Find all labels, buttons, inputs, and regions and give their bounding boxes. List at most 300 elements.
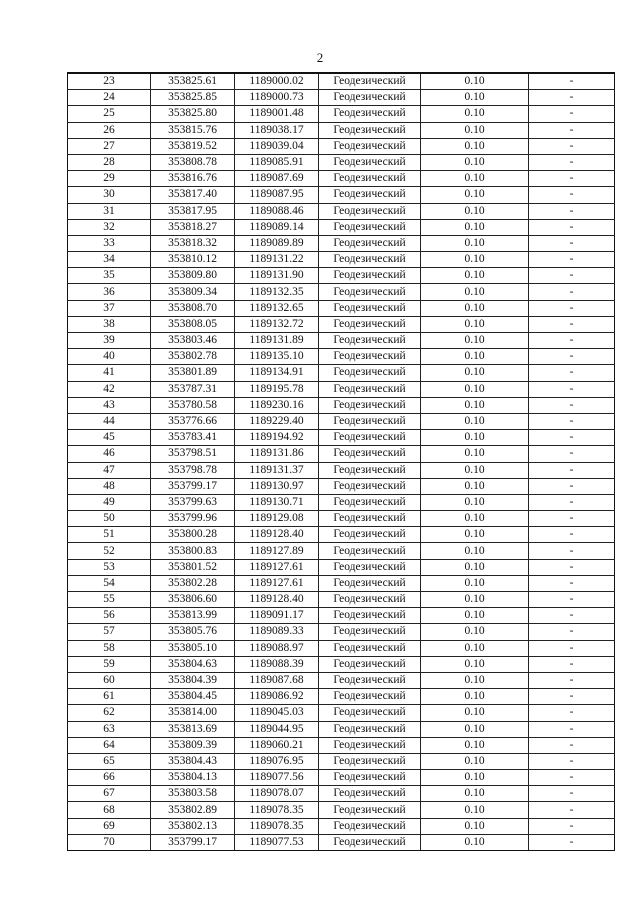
accuracy-cell: 0.10 [421, 252, 529, 268]
table-row [68, 365, 615, 381]
y-coordinate-cell: 1189038.17 [235, 122, 319, 138]
y-coordinate-cell: 1189039.04 [235, 138, 319, 154]
method-cell: Геодезический [319, 268, 421, 284]
y-coordinate-cell: 1189127.89 [235, 543, 319, 559]
table-row [68, 575, 615, 591]
x-coordinate-cell: 353825.85 [151, 90, 235, 106]
y-coordinate-cell: 1189129.08 [235, 511, 319, 527]
point-number-cell: 67 [68, 786, 151, 802]
table-row [68, 219, 615, 235]
accuracy-cell: 0.10 [421, 300, 529, 316]
method-cell: Геодезический [319, 219, 421, 235]
accuracy-cell: 0.10 [421, 284, 529, 300]
point-number-cell: 53 [68, 559, 151, 575]
description-cell: - [529, 154, 615, 170]
description-cell: - [529, 478, 615, 494]
description-cell: - [529, 672, 615, 688]
table-row [68, 252, 615, 268]
table-row [68, 381, 615, 397]
y-coordinate-cell: 1189229.40 [235, 413, 319, 429]
x-coordinate-cell: 353802.78 [151, 349, 235, 365]
description-cell: - [529, 543, 615, 559]
point-number-cell: 44 [68, 413, 151, 429]
method-cell: Геодезический [319, 90, 421, 106]
accuracy-cell: 0.10 [421, 187, 529, 203]
table-row [68, 559, 615, 575]
accuracy-cell: 0.10 [421, 268, 529, 284]
point-number-cell: 34 [68, 252, 151, 268]
x-coordinate-cell: 353808.78 [151, 154, 235, 170]
y-coordinate-cell: 1189078.35 [235, 802, 319, 818]
y-coordinate-cell: 1189001.48 [235, 106, 319, 122]
accuracy-cell: 0.10 [421, 511, 529, 527]
description-cell: - [529, 608, 615, 624]
y-coordinate-cell: 1189076.95 [235, 753, 319, 769]
x-coordinate-cell: 353819.52 [151, 138, 235, 154]
table-row [68, 187, 615, 203]
accuracy-cell: 0.10 [421, 122, 529, 138]
y-coordinate-cell: 1189077.56 [235, 770, 319, 786]
point-number-cell: 33 [68, 235, 151, 251]
y-coordinate-cell: 1189088.97 [235, 640, 319, 656]
accuracy-cell: 0.10 [421, 592, 529, 608]
point-number-cell: 66 [68, 770, 151, 786]
method-cell: Геодезический [319, 381, 421, 397]
point-number-cell: 27 [68, 138, 151, 154]
accuracy-cell: 0.10 [421, 365, 529, 381]
y-coordinate-cell: 1189087.95 [235, 187, 319, 203]
table-row [68, 235, 615, 251]
point-number-cell: 48 [68, 478, 151, 494]
y-coordinate-cell: 1189131.22 [235, 252, 319, 268]
y-coordinate-cell: 1189131.86 [235, 446, 319, 462]
x-coordinate-cell: 353802.89 [151, 802, 235, 818]
method-cell: Геодезический [319, 786, 421, 802]
y-coordinate-cell: 1189087.68 [235, 672, 319, 688]
table-row [68, 656, 615, 672]
point-number-cell: 56 [68, 608, 151, 624]
x-coordinate-cell: 353817.95 [151, 203, 235, 219]
x-coordinate-cell: 353802.13 [151, 818, 235, 834]
description-cell: - [529, 122, 615, 138]
accuracy-cell: 0.10 [421, 138, 529, 154]
x-coordinate-cell: 353783.41 [151, 430, 235, 446]
y-coordinate-cell: 1189230.16 [235, 397, 319, 413]
y-coordinate-cell: 1189135.10 [235, 349, 319, 365]
description-cell: - [529, 462, 615, 478]
table-row [68, 640, 615, 656]
method-cell: Геодезический [319, 284, 421, 300]
x-coordinate-cell: 353799.17 [151, 834, 235, 850]
accuracy-cell: 0.10 [421, 656, 529, 672]
method-cell: Геодезический [319, 656, 421, 672]
description-cell: - [529, 430, 615, 446]
point-number-cell: 57 [68, 624, 151, 640]
description-cell: - [529, 527, 615, 543]
point-number-cell: 39 [68, 333, 151, 349]
description-cell: - [529, 446, 615, 462]
description-cell: - [529, 106, 615, 122]
method-cell: Геодезический [319, 478, 421, 494]
point-number-cell: 40 [68, 349, 151, 365]
description-cell: - [529, 138, 615, 154]
accuracy-cell: 0.10 [421, 786, 529, 802]
description-cell: - [529, 413, 615, 429]
method-cell: Геодезический [319, 203, 421, 219]
method-cell: Геодезический [319, 802, 421, 818]
point-number-cell: 54 [68, 575, 151, 591]
x-coordinate-cell: 353825.80 [151, 106, 235, 122]
description-cell: - [529, 333, 615, 349]
y-coordinate-cell: 1189132.35 [235, 284, 319, 300]
description-cell: - [529, 786, 615, 802]
y-coordinate-cell: 1189077.53 [235, 834, 319, 850]
method-cell: Геодезический [319, 397, 421, 413]
point-number-cell: 45 [68, 430, 151, 446]
accuracy-cell: 0.10 [421, 527, 529, 543]
y-coordinate-cell: 1189060.21 [235, 737, 319, 753]
method-cell: Геодезический [319, 834, 421, 850]
description-cell: - [529, 770, 615, 786]
x-coordinate-cell: 353805.76 [151, 624, 235, 640]
y-coordinate-cell: 1189130.71 [235, 494, 319, 510]
table-row [68, 624, 615, 640]
description-cell: - [529, 187, 615, 203]
accuracy-cell: 0.10 [421, 624, 529, 640]
accuracy-cell: 0.10 [421, 430, 529, 446]
x-coordinate-cell: 353804.43 [151, 753, 235, 769]
method-cell: Геодезический [319, 122, 421, 138]
y-coordinate-cell: 1189000.73 [235, 90, 319, 106]
point-number-cell: 47 [68, 462, 151, 478]
x-coordinate-cell: 353801.52 [151, 559, 235, 575]
y-coordinate-cell: 1189127.61 [235, 559, 319, 575]
description-cell: - [529, 705, 615, 721]
accuracy-cell: 0.10 [421, 834, 529, 850]
point-number-cell: 41 [68, 365, 151, 381]
y-coordinate-cell: 1189194.92 [235, 430, 319, 446]
description-cell: - [529, 284, 615, 300]
description-cell: - [529, 656, 615, 672]
point-number-cell: 58 [68, 640, 151, 656]
accuracy-cell: 0.10 [421, 462, 529, 478]
table-row [68, 737, 615, 753]
x-coordinate-cell: 353818.27 [151, 219, 235, 235]
accuracy-cell: 0.10 [421, 478, 529, 494]
point-number-cell: 24 [68, 90, 151, 106]
description-cell: - [529, 689, 615, 705]
description-cell: - [529, 381, 615, 397]
description-cell: - [529, 511, 615, 527]
table-row [68, 106, 615, 122]
accuracy-cell: 0.10 [421, 721, 529, 737]
accuracy-cell: 0.10 [421, 106, 529, 122]
y-coordinate-cell: 1189000.02 [235, 73, 319, 90]
x-coordinate-cell: 353780.58 [151, 397, 235, 413]
point-number-cell: 62 [68, 705, 151, 721]
method-cell: Геодезический [319, 689, 421, 705]
accuracy-cell: 0.10 [421, 397, 529, 413]
accuracy-cell: 0.10 [421, 689, 529, 705]
method-cell: Геодезический [319, 187, 421, 203]
y-coordinate-cell: 1189130.97 [235, 478, 319, 494]
point-number-cell: 23 [68, 73, 151, 90]
x-coordinate-cell: 353799.96 [151, 511, 235, 527]
point-number-cell: 68 [68, 802, 151, 818]
y-coordinate-cell: 1189195.78 [235, 381, 319, 397]
accuracy-cell: 0.10 [421, 802, 529, 818]
point-number-cell: 52 [68, 543, 151, 559]
accuracy-cell: 0.10 [421, 640, 529, 656]
x-coordinate-cell: 353800.28 [151, 527, 235, 543]
x-coordinate-cell: 353798.51 [151, 446, 235, 462]
description-cell: - [529, 592, 615, 608]
method-cell: Геодезический [319, 753, 421, 769]
table-row [68, 90, 615, 106]
method-cell: Геодезический [319, 592, 421, 608]
x-coordinate-cell: 353802.28 [151, 575, 235, 591]
point-number-cell: 38 [68, 316, 151, 332]
coordinates-table-body [68, 73, 615, 851]
table-row [68, 73, 615, 90]
method-cell: Геодезический [319, 721, 421, 737]
table-row [68, 494, 615, 510]
x-coordinate-cell: 353787.31 [151, 381, 235, 397]
description-cell: - [529, 802, 615, 818]
description-cell: - [529, 90, 615, 106]
point-number-cell: 70 [68, 834, 151, 850]
x-coordinate-cell: 353804.13 [151, 770, 235, 786]
table-row [68, 284, 615, 300]
table-row [68, 753, 615, 769]
table-row [68, 462, 615, 478]
point-number-cell: 55 [68, 592, 151, 608]
accuracy-cell: 0.10 [421, 753, 529, 769]
description-cell: - [529, 721, 615, 737]
point-number-cell: 69 [68, 818, 151, 834]
table-row [68, 543, 615, 559]
table-row [68, 203, 615, 219]
table-row [68, 705, 615, 721]
description-cell: - [529, 73, 615, 90]
accuracy-cell: 0.10 [421, 559, 529, 575]
accuracy-cell: 0.10 [421, 705, 529, 721]
x-coordinate-cell: 353808.70 [151, 300, 235, 316]
table-row [68, 268, 615, 284]
table-row [68, 300, 615, 316]
description-cell: - [529, 575, 615, 591]
method-cell: Геодезический [319, 608, 421, 624]
x-coordinate-cell: 353808.05 [151, 316, 235, 332]
accuracy-cell: 0.10 [421, 333, 529, 349]
description-cell: - [529, 316, 615, 332]
accuracy-cell: 0.10 [421, 235, 529, 251]
x-coordinate-cell: 353803.46 [151, 333, 235, 349]
point-number-cell: 35 [68, 268, 151, 284]
method-cell: Геодезический [319, 430, 421, 446]
method-cell: Геодезический [319, 575, 421, 591]
accuracy-cell: 0.10 [421, 171, 529, 187]
method-cell: Геодезический [319, 672, 421, 688]
point-number-cell: 32 [68, 219, 151, 235]
description-cell: - [529, 203, 615, 219]
description-cell: - [529, 818, 615, 834]
point-number-cell: 30 [68, 187, 151, 203]
point-number-cell: 46 [68, 446, 151, 462]
table-row [68, 511, 615, 527]
x-coordinate-cell: 353809.39 [151, 737, 235, 753]
x-coordinate-cell: 353809.34 [151, 284, 235, 300]
description-cell: - [529, 219, 615, 235]
table-row [68, 138, 615, 154]
method-cell: Геодезический [319, 413, 421, 429]
y-coordinate-cell: 1189091.17 [235, 608, 319, 624]
point-number-cell: 61 [68, 689, 151, 705]
accuracy-cell: 0.10 [421, 73, 529, 90]
method-cell: Геодезический [319, 73, 421, 90]
x-coordinate-cell: 353804.63 [151, 656, 235, 672]
point-number-cell: 49 [68, 494, 151, 510]
table-row [68, 770, 615, 786]
accuracy-cell: 0.10 [421, 154, 529, 170]
table-row [68, 672, 615, 688]
x-coordinate-cell: 353817.40 [151, 187, 235, 203]
coordinates-table [67, 72, 615, 851]
table-row [68, 786, 615, 802]
x-coordinate-cell: 353804.45 [151, 689, 235, 705]
method-cell: Геодезический [319, 316, 421, 332]
table-row [68, 333, 615, 349]
accuracy-cell: 0.10 [421, 494, 529, 510]
accuracy-cell: 0.10 [421, 672, 529, 688]
point-number-cell: 64 [68, 737, 151, 753]
method-cell: Геодезический [319, 705, 421, 721]
y-coordinate-cell: 1189085.91 [235, 154, 319, 170]
description-cell: - [529, 365, 615, 381]
point-number-cell: 26 [68, 122, 151, 138]
point-number-cell: 28 [68, 154, 151, 170]
method-cell: Геодезический [319, 624, 421, 640]
description-cell: - [529, 349, 615, 365]
point-number-cell: 37 [68, 300, 151, 316]
table-row [68, 171, 615, 187]
x-coordinate-cell: 353813.99 [151, 608, 235, 624]
accuracy-cell: 0.10 [421, 219, 529, 235]
y-coordinate-cell: 1189128.40 [235, 592, 319, 608]
point-number-cell: 29 [68, 171, 151, 187]
x-coordinate-cell: 353816.76 [151, 171, 235, 187]
x-coordinate-cell: 353814.00 [151, 705, 235, 721]
method-cell: Геодезический [319, 559, 421, 575]
table-row [68, 154, 615, 170]
description-cell: - [529, 235, 615, 251]
table-row [68, 349, 615, 365]
accuracy-cell: 0.10 [421, 608, 529, 624]
description-cell: - [529, 268, 615, 284]
point-number-cell: 31 [68, 203, 151, 219]
point-number-cell: 59 [68, 656, 151, 672]
x-coordinate-cell: 353801.89 [151, 365, 235, 381]
method-cell: Геодезический [319, 770, 421, 786]
description-cell: - [529, 171, 615, 187]
table-row [68, 413, 615, 429]
x-coordinate-cell: 353798.78 [151, 462, 235, 478]
table-row [68, 478, 615, 494]
x-coordinate-cell: 353804.39 [151, 672, 235, 688]
description-cell: - [529, 252, 615, 268]
x-coordinate-cell: 353805.10 [151, 640, 235, 656]
x-coordinate-cell: 353800.83 [151, 543, 235, 559]
table-row [68, 689, 615, 705]
table-row [68, 430, 615, 446]
table-row [68, 592, 615, 608]
method-cell: Геодезический [319, 235, 421, 251]
table-row [68, 802, 615, 818]
description-cell: - [529, 559, 615, 575]
y-coordinate-cell: 1189089.14 [235, 219, 319, 235]
page-number: 2 [316, 50, 324, 65]
accuracy-cell: 0.10 [421, 818, 529, 834]
y-coordinate-cell: 1189089.89 [235, 235, 319, 251]
x-coordinate-cell: 353776.66 [151, 413, 235, 429]
method-cell: Геодезический [319, 349, 421, 365]
description-cell: - [529, 397, 615, 413]
x-coordinate-cell: 353813.69 [151, 721, 235, 737]
method-cell: Геодезический [319, 138, 421, 154]
y-coordinate-cell: 1189044.95 [235, 721, 319, 737]
method-cell: Геодезический [319, 462, 421, 478]
method-cell: Геодезический [319, 154, 421, 170]
point-number-cell: 65 [68, 753, 151, 769]
x-coordinate-cell: 353815.76 [151, 122, 235, 138]
point-number-cell: 60 [68, 672, 151, 688]
y-coordinate-cell: 1189078.35 [235, 818, 319, 834]
description-cell: - [529, 834, 615, 850]
accuracy-cell: 0.10 [421, 543, 529, 559]
table-row [68, 834, 615, 850]
y-coordinate-cell: 1189128.40 [235, 527, 319, 543]
accuracy-cell: 0.10 [421, 90, 529, 106]
method-cell: Геодезический [319, 446, 421, 462]
description-cell: - [529, 624, 615, 640]
accuracy-cell: 0.10 [421, 413, 529, 429]
accuracy-cell: 0.10 [421, 737, 529, 753]
table-row [68, 446, 615, 462]
accuracy-cell: 0.10 [421, 446, 529, 462]
accuracy-cell: 0.10 [421, 575, 529, 591]
x-coordinate-cell: 353810.12 [151, 252, 235, 268]
table-row [68, 122, 615, 138]
table-row [68, 316, 615, 332]
table-row [68, 818, 615, 834]
method-cell: Геодезический [319, 171, 421, 187]
description-cell: - [529, 737, 615, 753]
accuracy-cell: 0.10 [421, 381, 529, 397]
x-coordinate-cell: 353799.17 [151, 478, 235, 494]
method-cell: Геодезический [319, 300, 421, 316]
y-coordinate-cell: 1189132.65 [235, 300, 319, 316]
y-coordinate-cell: 1189132.72 [235, 316, 319, 332]
method-cell: Геодезический [319, 527, 421, 543]
x-coordinate-cell: 353799.63 [151, 494, 235, 510]
y-coordinate-cell: 1189078.07 [235, 786, 319, 802]
method-cell: Геодезический [319, 543, 421, 559]
y-coordinate-cell: 1189088.46 [235, 203, 319, 219]
y-coordinate-cell: 1189127.61 [235, 575, 319, 591]
point-number-cell: 63 [68, 721, 151, 737]
y-coordinate-cell: 1189131.90 [235, 268, 319, 284]
y-coordinate-cell: 1189131.89 [235, 333, 319, 349]
